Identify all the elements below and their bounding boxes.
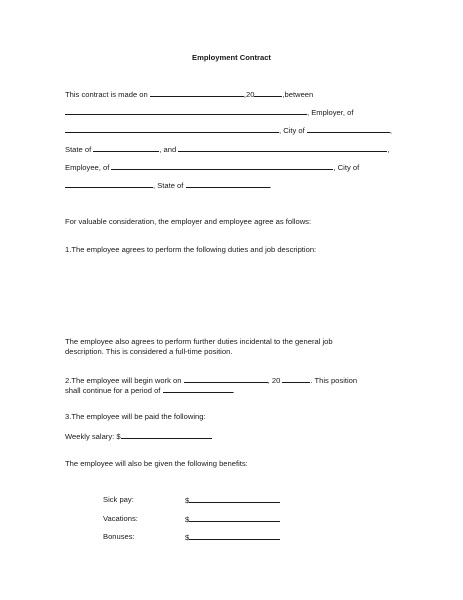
consideration-text: For valuable consideration, the employer and employee agree as follows:	[65, 217, 312, 226]
and-label: , and	[159, 145, 177, 154]
benefit-row-value	[185, 514, 280, 525]
bonuses-label: Bonuses:	[103, 532, 135, 541]
further-duties-line-1: The employee also agrees to perform further duties incidental to the general job	[65, 337, 333, 346]
intro-line-2	[65, 107, 353, 118]
benefit-row-value	[185, 495, 280, 506]
clause-2-line-2	[65, 385, 235, 396]
position-label: . This position	[310, 376, 358, 385]
intro-line-6	[65, 180, 272, 191]
employee-address-blank[interactable]	[111, 162, 333, 170]
comma-1: ,	[389, 126, 392, 135]
intro-line-1	[65, 89, 313, 100]
vacations-blank[interactable]	[189, 514, 280, 522]
benefit-row	[103, 495, 134, 505]
intro-line-4	[65, 144, 389, 155]
contract-year-blank[interactable]	[254, 89, 282, 97]
benefits-intro: The employee will also be given the following benefits:	[65, 459, 248, 468]
benefit-row	[103, 514, 138, 524]
comma-2: ,	[387, 145, 390, 154]
vacations-label: Vacations:	[103, 514, 138, 523]
vacations-currency: $	[185, 515, 190, 524]
employee-state-blank[interactable]	[186, 180, 270, 188]
employee-city-blank[interactable]	[65, 180, 153, 188]
intro-line-5	[65, 162, 359, 173]
period-2: .	[232, 386, 235, 395]
clause-1-text: 1.The employee agrees to perform the following duties and job description:	[65, 245, 317, 254]
employer-of-label: , Employer, of	[307, 108, 354, 117]
employer-state-blank[interactable]	[93, 144, 159, 152]
contract-date-blank[interactable]	[150, 89, 244, 97]
further-duties-line-2: description. This is considered a full-time position.	[65, 347, 233, 356]
bonuses-currency: $	[185, 533, 190, 542]
clause-3-text: 3.The employee will be paid the following:	[65, 412, 206, 421]
benefit-row	[103, 532, 135, 542]
city-of-label-2: , City of	[333, 163, 360, 172]
period-1: .	[269, 181, 272, 190]
continue-label: shall continue for a period of	[65, 386, 161, 395]
city-of-label: , City of	[279, 126, 305, 135]
weekly-salary-label: Weekly salary: $	[65, 432, 121, 441]
bonuses-blank[interactable]	[189, 532, 280, 540]
period-length-blank[interactable]	[163, 385, 233, 393]
employer-address-blank[interactable]	[65, 125, 279, 133]
state-of-label-2: , State of	[153, 181, 184, 190]
made-on-label: This contract is made on	[65, 90, 148, 99]
sick-pay-label: Sick pay:	[103, 495, 134, 504]
intro-line-3	[65, 125, 392, 136]
salary-line	[65, 431, 212, 442]
year-prefix: ,20	[243, 90, 255, 99]
sick-pay-currency: $	[185, 496, 190, 505]
start-year-blank[interactable]	[282, 375, 310, 383]
employee-of-label: Employee, of	[65, 163, 110, 172]
benefit-row-value	[185, 532, 280, 543]
clause-2-year-prefix: , 20	[267, 376, 281, 385]
weekly-salary-blank[interactable]	[121, 431, 212, 439]
employer-city-blank[interactable]	[307, 125, 390, 133]
between-label: ,between	[282, 90, 314, 99]
document-title: Employment Contract	[192, 53, 271, 62]
begin-work-label: 2.The employee will begin work on	[65, 376, 182, 385]
start-date-blank[interactable]	[184, 375, 268, 383]
employer-name-blank[interactable]	[65, 107, 307, 115]
employee-name-blank[interactable]	[178, 144, 390, 154]
state-of-label: State of	[65, 145, 92, 154]
sick-pay-blank[interactable]	[189, 495, 280, 503]
